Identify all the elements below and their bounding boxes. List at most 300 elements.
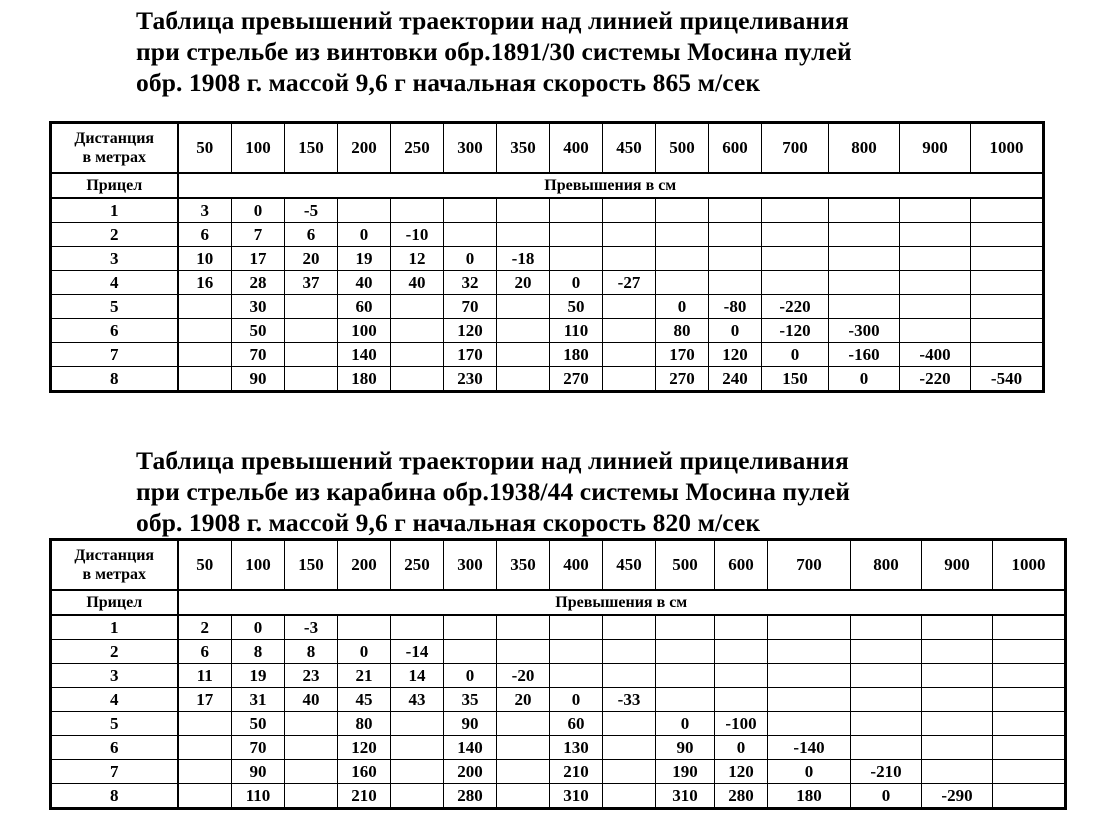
sight-cell: 1 [51, 615, 178, 640]
value-cell: 0 [768, 760, 851, 784]
value-cell [178, 319, 232, 343]
value-cell [285, 343, 338, 367]
value-cell: 90 [656, 736, 715, 760]
distance-header: 600 [709, 123, 762, 174]
table-row [51, 367, 1044, 392]
distance-header: 50 [178, 123, 232, 174]
table-row [51, 295, 1044, 319]
title-line: при стрельбе из карабина обр.1938/44 системы Мосина пулей [136, 477, 851, 506]
sight-cell: 4 [51, 688, 178, 712]
value-cell [391, 615, 444, 640]
value-cell [709, 271, 762, 295]
value-cell [391, 784, 444, 809]
sight-cell: 7 [51, 343, 178, 367]
value-cell [922, 760, 993, 784]
value-cell: -220 [900, 367, 971, 392]
value-cell: 7 [232, 223, 285, 247]
value-cell [971, 295, 1044, 319]
value-cell [497, 367, 550, 392]
title-line: при стрельбе из винтовки обр.1891/30 системы Мосина пулей [136, 37, 852, 66]
value-cell: 45 [338, 688, 391, 712]
value-cell [603, 784, 656, 809]
value-cell: 170 [656, 343, 709, 367]
value-cell [391, 367, 444, 392]
value-cell [603, 247, 656, 271]
value-cell: 160 [338, 760, 391, 784]
value-cell: 0 [656, 295, 709, 319]
value-cell: -220 [762, 295, 829, 319]
value-cell: 110 [550, 319, 603, 343]
value-cell: 6 [285, 223, 338, 247]
value-cell: 20 [497, 688, 550, 712]
value-cell: -300 [829, 319, 900, 343]
value-cell [497, 760, 550, 784]
value-cell [497, 198, 550, 223]
distance-header: 800 [829, 123, 900, 174]
value-cell [768, 640, 851, 664]
header-row [51, 123, 1044, 174]
value-cell: 0 [762, 343, 829, 367]
table-row [51, 640, 1066, 664]
value-cell: 140 [444, 736, 497, 760]
distance-header: 400 [550, 540, 603, 591]
value-cell: 180 [768, 784, 851, 809]
value-cell [497, 784, 550, 809]
value-cell: 6 [178, 640, 232, 664]
value-cell: 70 [232, 343, 285, 367]
value-cell: 20 [497, 271, 550, 295]
value-cell: 280 [444, 784, 497, 809]
value-cell [178, 784, 232, 809]
table-row [51, 615, 1066, 640]
value-cell: 0 [829, 367, 900, 392]
distance-header: 150 [285, 540, 338, 591]
value-cell: 120 [715, 760, 768, 784]
value-cell [851, 736, 922, 760]
sight-cell: 6 [51, 736, 178, 760]
value-cell: 0 [338, 640, 391, 664]
value-cell [709, 223, 762, 247]
value-cell: 2 [178, 615, 232, 640]
value-cell: 180 [550, 343, 603, 367]
value-cell [993, 736, 1066, 760]
value-cell: 28 [232, 271, 285, 295]
value-cell [285, 367, 338, 392]
value-cell [851, 712, 922, 736]
value-cell: -33 [603, 688, 656, 712]
value-cell [971, 343, 1044, 367]
value-cell: 310 [550, 784, 603, 809]
value-cell: 50 [550, 295, 603, 319]
value-cell [993, 664, 1066, 688]
distance-header: 450 [603, 123, 656, 174]
value-cell: 30 [232, 295, 285, 319]
sight-cell: 5 [51, 712, 178, 736]
value-cell [391, 712, 444, 736]
value-cell [444, 198, 497, 223]
value-cell [971, 198, 1044, 223]
value-cell: 19 [338, 247, 391, 271]
value-cell [391, 760, 444, 784]
value-cell [851, 615, 922, 640]
title-line: обр. 1908 г. массой 9,6 г начальная скорость 820 м/сек [136, 508, 761, 537]
value-cell: 170 [444, 343, 497, 367]
table-2-title [136, 445, 850, 538]
value-cell: -100 [715, 712, 768, 736]
value-cell: 31 [232, 688, 285, 712]
sight-cell: 4 [51, 271, 178, 295]
value-cell: -18 [497, 247, 550, 271]
value-cell [829, 271, 900, 295]
value-cell: -400 [900, 343, 971, 367]
distance-header: 150 [285, 123, 338, 174]
value-cell: 80 [338, 712, 391, 736]
value-cell [550, 223, 603, 247]
table-row [51, 760, 1066, 784]
table-row [51, 688, 1066, 712]
excess-label: Превышения в см [178, 173, 1044, 198]
value-cell: 40 [338, 271, 391, 295]
table-1-title [136, 5, 852, 98]
distance-header: 1000 [971, 123, 1044, 174]
value-cell: 140 [338, 343, 391, 367]
value-cell [497, 295, 550, 319]
value-cell [768, 615, 851, 640]
distance-header: 250 [391, 540, 444, 591]
sight-cell: 2 [51, 223, 178, 247]
value-cell [603, 664, 656, 688]
value-cell: 0 [715, 736, 768, 760]
value-cell [762, 247, 829, 271]
value-cell [497, 223, 550, 247]
sight-cell: 1 [51, 198, 178, 223]
sight-cell: 8 [51, 784, 178, 809]
value-cell: 210 [550, 760, 603, 784]
distance-header: 200 [338, 123, 391, 174]
distance-header: 500 [656, 123, 709, 174]
value-cell [338, 198, 391, 223]
value-cell: 90 [232, 760, 285, 784]
distance-header: 900 [900, 123, 971, 174]
value-cell [922, 615, 993, 640]
value-cell [603, 640, 656, 664]
value-cell: 43 [391, 688, 444, 712]
sight-cell: 2 [51, 640, 178, 664]
value-cell [922, 640, 993, 664]
value-cell [900, 198, 971, 223]
value-cell: 19 [232, 664, 285, 688]
value-cell: 3 [178, 198, 232, 223]
value-cell: -5 [285, 198, 338, 223]
value-cell [285, 712, 338, 736]
table-body [51, 540, 1066, 809]
distance-label [51, 123, 178, 174]
value-cell [497, 615, 550, 640]
value-cell: 0 [550, 271, 603, 295]
value-cell [656, 688, 715, 712]
distance-label-line: Дистанция [74, 130, 155, 147]
value-cell: -210 [851, 760, 922, 784]
value-cell [550, 664, 603, 688]
value-cell: 60 [550, 712, 603, 736]
value-cell: 200 [444, 760, 497, 784]
value-cell [900, 319, 971, 343]
value-cell [851, 664, 922, 688]
value-cell [715, 688, 768, 712]
value-cell [922, 736, 993, 760]
value-cell [829, 295, 900, 319]
value-cell [715, 664, 768, 688]
value-cell [550, 198, 603, 223]
table-row [51, 712, 1066, 736]
value-cell [851, 688, 922, 712]
value-cell: 60 [338, 295, 391, 319]
value-cell [285, 319, 338, 343]
value-cell: 120 [709, 343, 762, 367]
value-cell [550, 615, 603, 640]
value-cell: 0 [550, 688, 603, 712]
rifle-trajectory-table [49, 121, 1045, 393]
value-cell [768, 688, 851, 712]
value-cell [829, 198, 900, 223]
value-cell [178, 343, 232, 367]
value-cell [497, 319, 550, 343]
value-cell [971, 247, 1044, 271]
value-cell: 17 [178, 688, 232, 712]
value-cell: -160 [829, 343, 900, 367]
value-cell: 190 [656, 760, 715, 784]
value-cell: 80 [656, 319, 709, 343]
value-cell: 0 [851, 784, 922, 809]
value-cell [900, 223, 971, 247]
distance-header: 450 [603, 540, 656, 591]
value-cell [656, 271, 709, 295]
sight-cell: 6 [51, 319, 178, 343]
value-cell: 0 [709, 319, 762, 343]
value-cell [497, 343, 550, 367]
value-cell [829, 223, 900, 247]
value-cell: 11 [178, 664, 232, 688]
value-cell [715, 615, 768, 640]
value-cell [922, 664, 993, 688]
value-cell [900, 295, 971, 319]
value-cell: -10 [391, 223, 444, 247]
value-cell [178, 367, 232, 392]
value-cell [762, 223, 829, 247]
value-cell [391, 736, 444, 760]
value-cell [603, 712, 656, 736]
value-cell [971, 223, 1044, 247]
value-cell: 8 [285, 640, 338, 664]
value-cell: 230 [444, 367, 497, 392]
value-cell [603, 615, 656, 640]
value-cell: -120 [762, 319, 829, 343]
distance-label-line: в метрах [82, 566, 147, 583]
value-cell [656, 615, 715, 640]
table-row [51, 223, 1044, 247]
distance-header: 900 [922, 540, 993, 591]
value-cell: 100 [338, 319, 391, 343]
table-row [51, 736, 1066, 760]
value-cell [715, 640, 768, 664]
table-row [51, 343, 1044, 367]
value-cell [762, 271, 829, 295]
sight-label: Прицел [51, 590, 178, 615]
value-cell: 70 [232, 736, 285, 760]
distance-header: 600 [715, 540, 768, 591]
value-cell [603, 223, 656, 247]
distance-header: 1000 [993, 540, 1066, 591]
value-cell [993, 760, 1066, 784]
value-cell: 0 [232, 615, 285, 640]
value-cell: 310 [656, 784, 715, 809]
value-cell: 6 [178, 223, 232, 247]
value-cell: 210 [338, 784, 391, 809]
value-cell [497, 640, 550, 664]
value-cell [709, 198, 762, 223]
table-row [51, 271, 1044, 295]
distance-header: 350 [497, 540, 550, 591]
distance-header: 500 [656, 540, 715, 591]
sight-cell: 8 [51, 367, 178, 392]
value-cell: 130 [550, 736, 603, 760]
value-cell [851, 640, 922, 664]
distance-label [51, 540, 178, 591]
value-cell: 32 [444, 271, 497, 295]
distance-label-line: в метрах [82, 149, 147, 166]
distance-header: 100 [232, 540, 285, 591]
value-cell: 270 [550, 367, 603, 392]
value-cell [178, 295, 232, 319]
value-cell [993, 615, 1066, 640]
table-row [51, 784, 1066, 809]
value-cell [391, 319, 444, 343]
subheader-row [51, 173, 1044, 198]
value-cell: 180 [338, 367, 391, 392]
value-cell [603, 319, 656, 343]
distance-header: 700 [768, 540, 851, 591]
value-cell: 40 [285, 688, 338, 712]
value-cell: -3 [285, 615, 338, 640]
value-cell: -27 [603, 271, 656, 295]
table-body [51, 123, 1044, 392]
distance-header: 700 [762, 123, 829, 174]
value-cell [338, 615, 391, 640]
distance-header: 350 [497, 123, 550, 174]
title-line: Таблица превышений траектории над линией прицеливания [136, 446, 849, 475]
value-cell [656, 223, 709, 247]
value-cell: -20 [497, 664, 550, 688]
value-cell [922, 688, 993, 712]
value-cell: 70 [444, 295, 497, 319]
value-cell [444, 640, 497, 664]
value-cell: 270 [656, 367, 709, 392]
value-cell [971, 271, 1044, 295]
value-cell [603, 760, 656, 784]
value-cell: 240 [709, 367, 762, 392]
value-cell [656, 247, 709, 271]
value-cell: 0 [232, 198, 285, 223]
value-cell: 150 [762, 367, 829, 392]
value-cell [444, 615, 497, 640]
table-row [51, 664, 1066, 688]
value-cell [656, 198, 709, 223]
distance-header: 800 [851, 540, 922, 591]
value-cell: 14 [391, 664, 444, 688]
table-row [51, 198, 1044, 223]
value-cell: -290 [922, 784, 993, 809]
value-cell [768, 664, 851, 688]
value-cell [603, 343, 656, 367]
value-cell [285, 295, 338, 319]
value-cell: 280 [715, 784, 768, 809]
value-cell: 50 [232, 319, 285, 343]
value-cell: 0 [656, 712, 715, 736]
value-cell: 40 [391, 271, 444, 295]
value-cell [285, 760, 338, 784]
value-cell: 0 [338, 223, 391, 247]
value-cell [656, 640, 715, 664]
value-cell: 35 [444, 688, 497, 712]
value-cell [285, 784, 338, 809]
sight-cell: 7 [51, 760, 178, 784]
value-cell [709, 247, 762, 271]
table-row [51, 247, 1044, 271]
value-cell: -80 [709, 295, 762, 319]
sight-label: Прицел [51, 173, 178, 198]
value-cell: 90 [232, 367, 285, 392]
value-cell: 21 [338, 664, 391, 688]
value-cell: 120 [338, 736, 391, 760]
value-cell: 20 [285, 247, 338, 271]
value-cell: 37 [285, 271, 338, 295]
distance-header: 400 [550, 123, 603, 174]
value-cell: 10 [178, 247, 232, 271]
distance-header: 200 [338, 540, 391, 591]
value-cell [391, 295, 444, 319]
value-cell [285, 736, 338, 760]
value-cell [993, 688, 1066, 712]
value-cell [497, 712, 550, 736]
distance-header: 300 [444, 540, 497, 591]
carbine-trajectory-table [49, 538, 1067, 810]
value-cell [993, 784, 1066, 809]
value-cell [550, 247, 603, 271]
value-cell [971, 319, 1044, 343]
value-cell: 17 [232, 247, 285, 271]
sight-cell: 3 [51, 247, 178, 271]
value-cell [391, 343, 444, 367]
distance-header: 300 [444, 123, 497, 174]
distance-label-line: Дистанция [74, 547, 155, 564]
value-cell [603, 295, 656, 319]
title-line: Таблица превышений траектории над линией прицеливания [136, 6, 849, 35]
value-cell: 16 [178, 271, 232, 295]
sight-cell: 5 [51, 295, 178, 319]
value-cell: 23 [285, 664, 338, 688]
value-cell: 90 [444, 712, 497, 736]
value-cell [762, 198, 829, 223]
value-cell: 12 [391, 247, 444, 271]
value-cell [993, 712, 1066, 736]
distance-header: 100 [232, 123, 285, 174]
value-cell [178, 760, 232, 784]
value-cell [550, 640, 603, 664]
subheader-row [51, 590, 1066, 615]
value-cell [603, 736, 656, 760]
value-cell [178, 736, 232, 760]
header-row [51, 540, 1066, 591]
